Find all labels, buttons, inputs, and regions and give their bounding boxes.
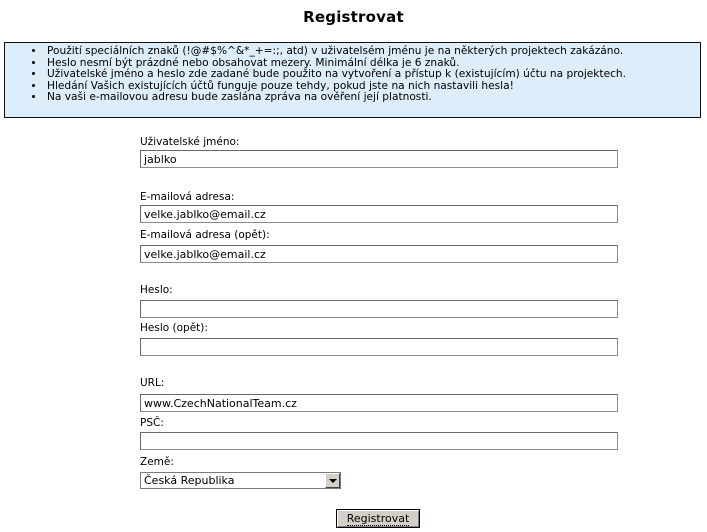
register-button-label: Registrovat (346, 512, 410, 525)
dropdown-arrow-button[interactable] (325, 473, 340, 488)
page-title: Registrovat (303, 8, 404, 26)
email-input[interactable]: velke.jablko@email.cz (140, 205, 618, 223)
country-select-value: Česká Republika (144, 474, 235, 487)
chevron-down-icon (329, 479, 337, 483)
notice-box (4, 42, 701, 118)
register-button[interactable] (336, 509, 420, 528)
notice-list (5, 43, 700, 104)
password-label: Heslo: (140, 284, 173, 296)
notice-item: • Hledání Vašich existujících účtů funguje pouze tehdy, pokud jste na nich nastavili hesla! (45, 81, 700, 93)
email-confirm-label: E-mailová adresa (opět): (140, 229, 270, 241)
password-confirm-input[interactable] (140, 338, 618, 356)
psc-input[interactable] (140, 432, 618, 450)
country-label: Země: (140, 456, 174, 468)
username-input[interactable]: jablko (140, 150, 618, 168)
email-confirm-input[interactable]: velke.jablko@email.cz (140, 245, 618, 263)
country-select[interactable] (140, 472, 341, 489)
notice-item: • Heslo nesmí být prázdné nebo obsahovat mezery. Minimální délka je 6 znaků. (45, 58, 700, 70)
notice-item: • Na vaši e-mailovou adresu bude zaslána zpráva na ověření její platnosti. (45, 92, 700, 104)
url-label: URL: (140, 377, 165, 389)
notice-item: • Uživatelské jméno a heslo zde zadané bude použito na vytvoření a přístup k (existujícím) účtu na projektech. (45, 69, 700, 81)
password-confirm-label: Heslo (opět): (140, 322, 208, 334)
notice-item: • Použití speciálních znaků (!@#$%^&*_+=:;, atd) v uživatelsém jménu je na některých projektech zakázáno. (45, 46, 700, 58)
url-input[interactable]: www.CzechNationalTeam.cz (140, 394, 618, 412)
username-label: Uživatelské jméno: (140, 136, 240, 148)
email-label: E-mailová adresa: (140, 191, 235, 203)
psc-label: PSČ: (140, 417, 164, 429)
password-input[interactable] (140, 300, 618, 318)
